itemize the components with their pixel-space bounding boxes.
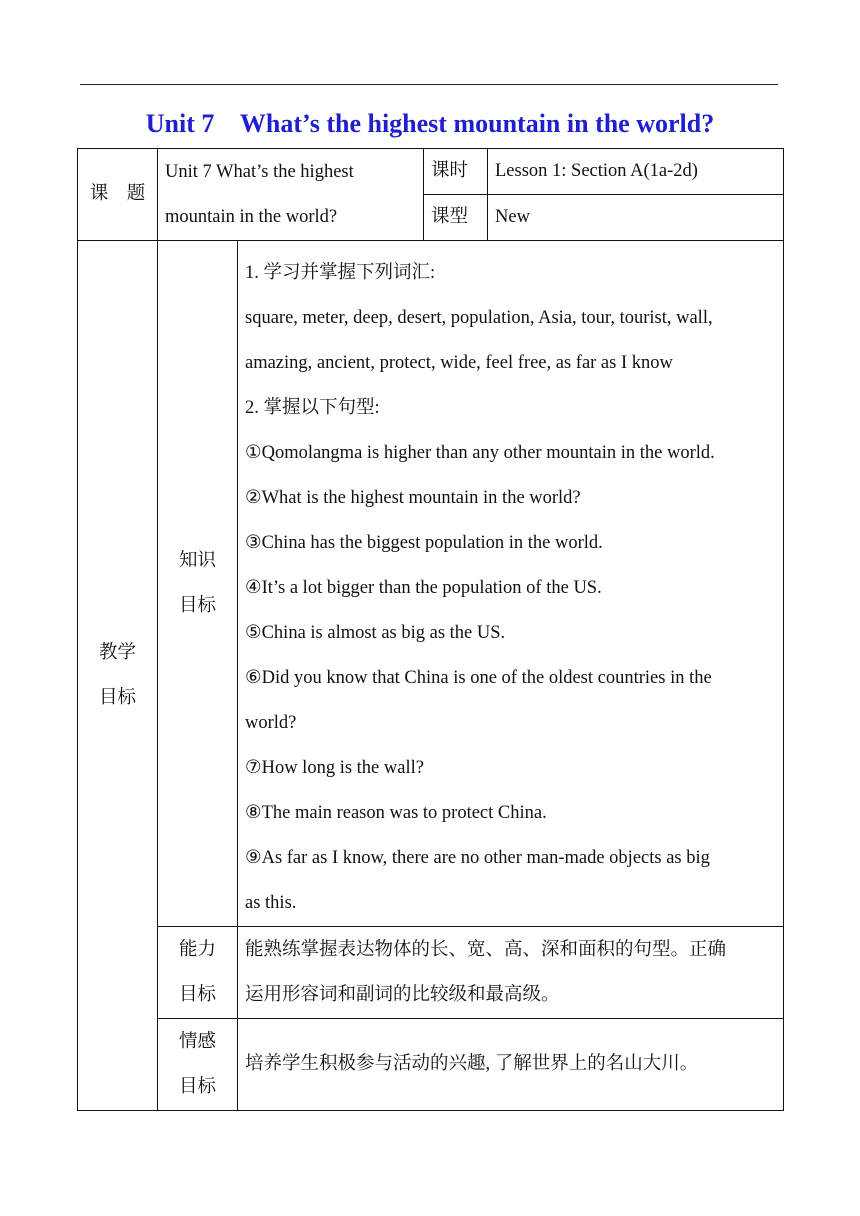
emotion-text: 培养学生积极参与活动的兴趣, 了解世界上的名山大川。 [245, 1054, 699, 1074]
type-value: New [495, 207, 530, 227]
document-title: Unit 7 What’s the highest mountain in the world? [145, 109, 715, 138]
objectives-label-line2: 目标 [98, 687, 136, 708]
knowledge-line: ⑤China is almost as big as the US. [245, 623, 506, 643]
period-label-cell [424, 149, 488, 195]
knowledge-label-line2: 目标 [178, 595, 216, 616]
knowledge-line: ④It’s a lot bigger than the population of the US. [245, 578, 602, 598]
period-value: Lesson 1: Section A(1a-2d) [495, 161, 698, 181]
knowledge-line: ②What is the highest mountain in the world? [245, 488, 581, 508]
knowledge-label-line1: 知识 [178, 550, 216, 571]
knowledge-line: ③China has the biggest population in the world. [245, 533, 603, 553]
knowledge-line: ⑧The main reason was to protect China. [245, 803, 547, 823]
objectives-label-cell [78, 241, 158, 1111]
knowledge-line: ⑦How long is the wall? [245, 758, 424, 778]
knowledge-content-cell [238, 241, 784, 927]
period-value-cell [488, 149, 784, 195]
ability-content-cell [238, 927, 784, 1019]
topic-label: 课 题 [89, 184, 146, 204]
knowledge-line: amazing, ancient, protect, wide, feel free, as far as I know [245, 353, 673, 373]
knowledge-line: ①Qomolangma is higher than any other mountain in the world. [245, 443, 715, 463]
emotion-label-cell [158, 1019, 238, 1111]
knowledge-line: square, meter, deep, desert, population, Asia, tour, tourist, wall, [245, 308, 713, 328]
objectives-label-line1: 教学 [98, 642, 136, 663]
lesson-plan-table [77, 148, 784, 1111]
knowledge-line: as this. [245, 893, 297, 913]
topic-value: Unit 7 What’s the highest mountain in the world? [165, 161, 354, 227]
emotion-content-cell [238, 1019, 784, 1111]
ability-label-line1: 能力 [178, 939, 216, 960]
knowledge-line: 2. 掌握以下句型: [245, 398, 380, 418]
type-label-cell [424, 195, 488, 241]
ability-label-line2: 目标 [178, 984, 216, 1005]
ability-text-line2: 运用形容词和副词的比较级和最高级。 [245, 984, 560, 1005]
knowledge-line: ⑨As far as I know, there are no other man-made objects as big [245, 848, 710, 868]
type-value-cell [488, 195, 784, 241]
topic-label-cell [78, 149, 158, 241]
type-label: 课型 [431, 207, 469, 227]
ability-text-line1: 能熟练掌握表达物体的长、宽、高、深和面积的句型。正确 [245, 939, 727, 960]
knowledge-label-cell [158, 241, 238, 927]
emotion-label-line1: 情感 [178, 1031, 216, 1052]
knowledge-line: world? [245, 713, 297, 733]
period-label: 课时 [431, 161, 469, 181]
knowledge-line: 1. 学习并掌握下列词汇: [245, 263, 436, 283]
knowledge-line: ⑥Did you know that China is one of the oldest countries in the [245, 668, 712, 688]
ability-label-cell [158, 927, 238, 1019]
header-rule [80, 84, 778, 85]
topic-value-cell [158, 149, 424, 241]
emotion-label-line2: 目标 [178, 1076, 216, 1097]
